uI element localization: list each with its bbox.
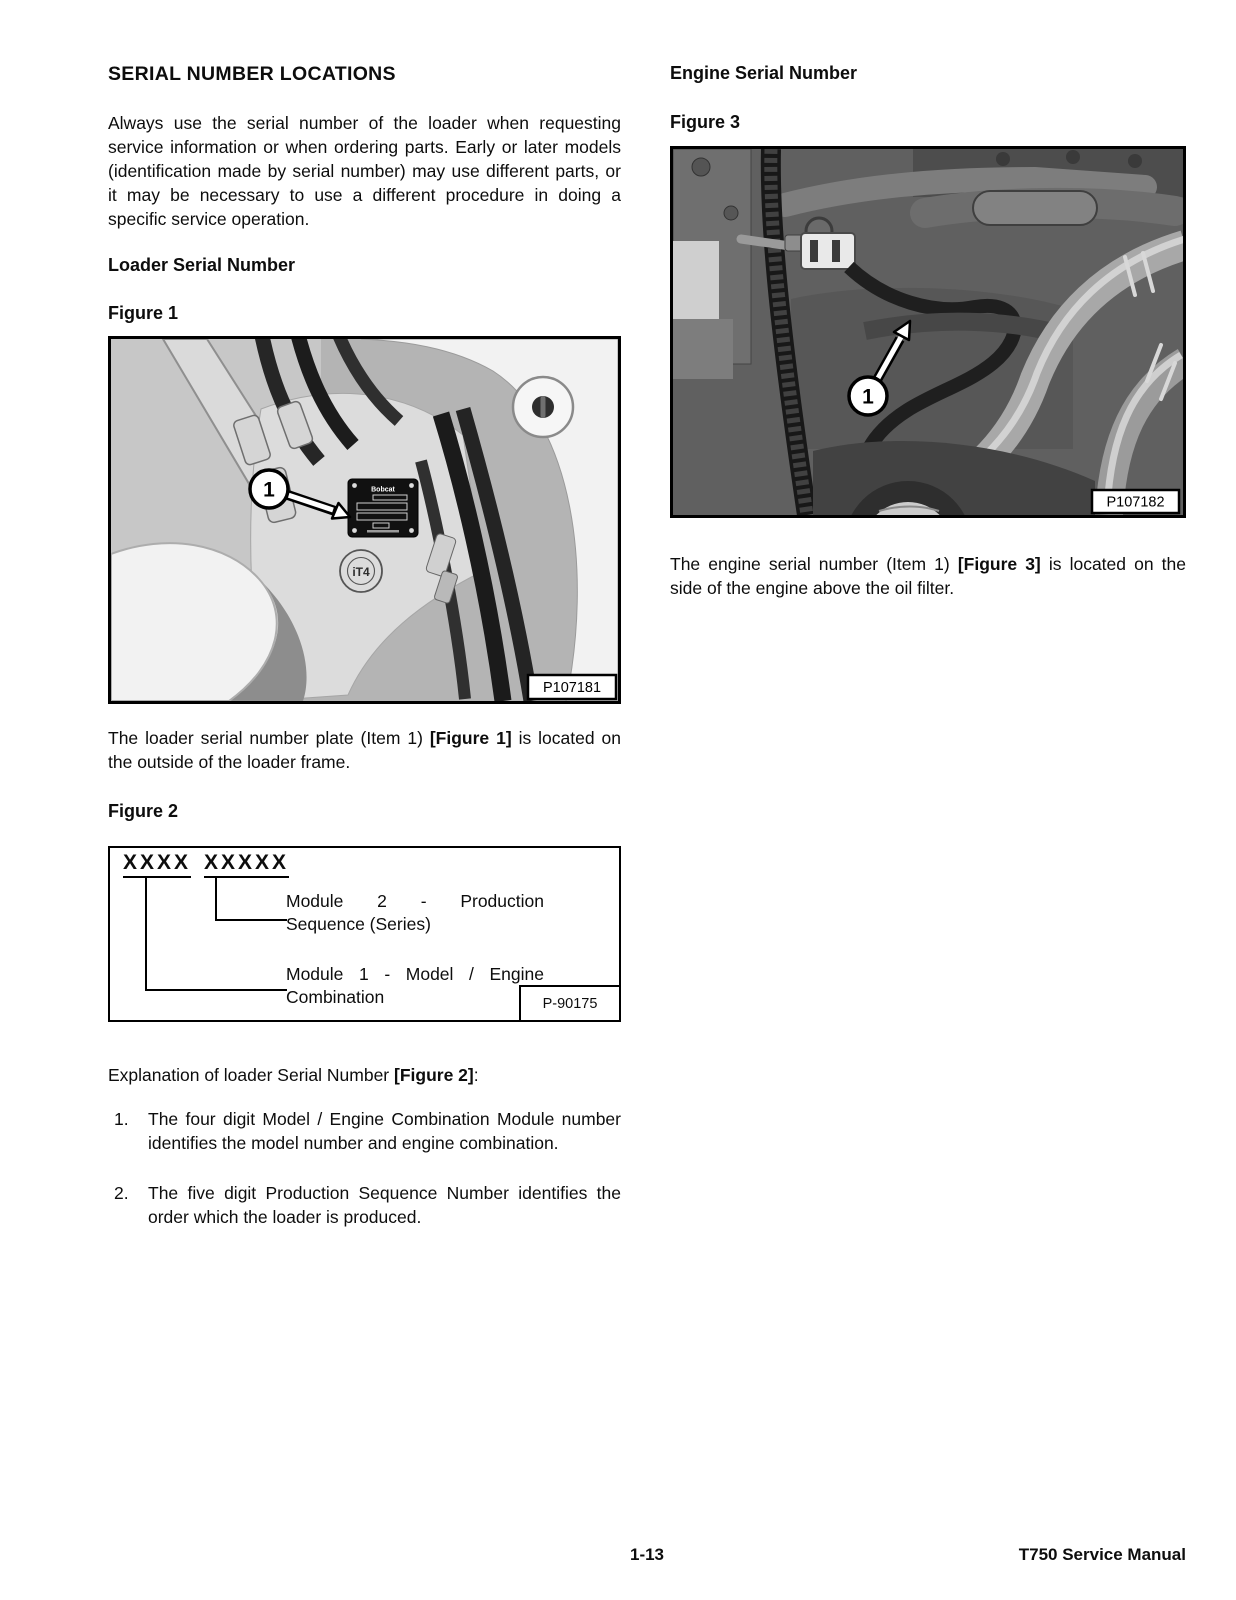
- figure3-label: Figure 3: [670, 112, 741, 132]
- loader-frame-photo-art: [111, 339, 618, 701]
- explanation-list: [108, 1107, 621, 1229]
- module1-mask: XXXX: [123, 851, 191, 878]
- figure3-photo-id: [1092, 490, 1179, 513]
- list-item: [108, 1107, 621, 1155]
- caption-text: The engine serial number (Item 1): [670, 554, 958, 574]
- figure3-caption: [670, 552, 1186, 600]
- figure2-diagram-id: P-90175: [519, 985, 621, 1022]
- section-title: SERIAL NUMBER LOCATIONS: [108, 63, 396, 85]
- figure1-photo: [108, 336, 621, 704]
- module2-label: Module 2 - Production Sequence (Series): [286, 891, 544, 934]
- module1-connector-line: [145, 877, 287, 991]
- manual-title: T750 Service Manual: [1018, 1545, 1186, 1564]
- figure2-reference: [Figure 2]: [394, 1065, 474, 1085]
- right-column: [670, 64, 1186, 600]
- engine-serial-heading: Engine Serial Number: [670, 63, 858, 83]
- svg-text:P107182: P107182: [1106, 494, 1165, 511]
- loader-serial-heading: Loader Serial Number: [108, 255, 296, 275]
- caption-text: The loader serial number plate (Item 1): [108, 728, 430, 748]
- list-item: [108, 1181, 621, 1229]
- stamp-text: iT4: [352, 565, 370, 579]
- plate-brand-text: Bobcat: [371, 486, 395, 494]
- list-number: 2.: [114, 1183, 129, 1203]
- caption-text: is located on the side of the engine above the oil filter.: [670, 554, 1186, 598]
- callout-number: 1: [263, 478, 275, 502]
- list-number: 1.: [114, 1109, 129, 1129]
- page-footer: [108, 1545, 1186, 1565]
- explanation-line: Explanation of loader Serial Number [Figure 2]:: [108, 1065, 479, 1085]
- figure3-reference: [Figure 3]: [957, 554, 1041, 574]
- figure2-serial-diagram: [108, 846, 621, 1022]
- callout-number: 1: [862, 385, 874, 409]
- engine-photo-art: [673, 149, 1183, 515]
- page-number: 1-13: [629, 1545, 665, 1564]
- figure1-photo-id: [528, 675, 616, 699]
- caption-text: is located on the outside of the loader frame.: [108, 728, 621, 772]
- list-text: The five digit Production Sequence Number identifies the order which the loader is produced.: [148, 1183, 621, 1227]
- figure1-label: Figure 1: [108, 303, 179, 323]
- figure1-caption: [108, 726, 621, 774]
- figure2-label: Figure 2: [108, 801, 179, 821]
- figure1-reference: [Figure 1]: [429, 728, 512, 748]
- list-text: The four digit Model / Engine Combination Module number identifies the model number and engine combination.: [148, 1109, 621, 1153]
- left-column: [108, 64, 621, 1229]
- intro-paragraph: Always use the serial number of the loader when requesting service information or when ordering parts. Early or later models (identification made by serial number) may use different parts, or it may be necessary to use a different procedure in doing a specific service operation.: [108, 113, 621, 229]
- svg-text:P107181: P107181: [542, 680, 602, 696]
- serial-number-mask: [123, 851, 289, 878]
- module2-mask: XXXXX: [204, 851, 289, 878]
- figure3-photo: [670, 146, 1186, 518]
- serial-number-plate: [348, 479, 418, 537]
- module1-label: Module 1 - Model / Engine Combination: [286, 964, 544, 1007]
